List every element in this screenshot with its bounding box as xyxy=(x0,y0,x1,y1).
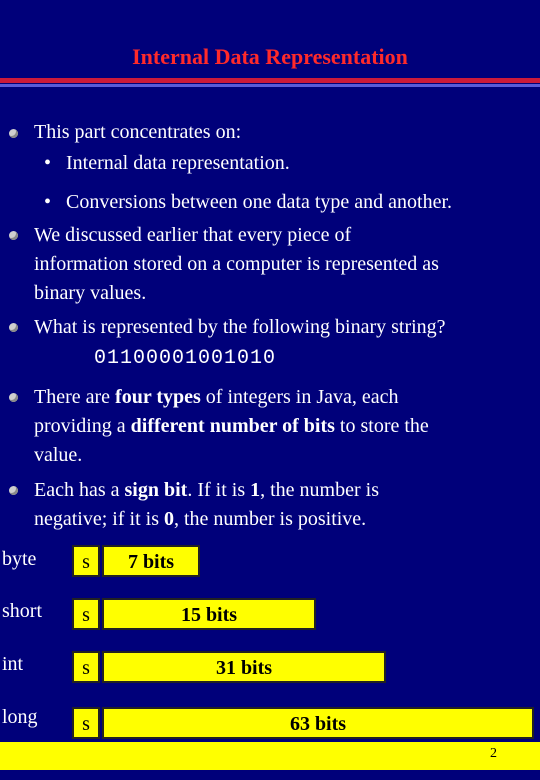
bullet-text-line xyxy=(34,476,379,505)
bullet-icon xyxy=(9,231,18,240)
sign-bit-box: s xyxy=(72,707,100,739)
emphasis-text: 0 xyxy=(163,508,174,530)
text-run: , the number is positive. xyxy=(173,508,367,530)
bullet-text-line: value. xyxy=(34,444,83,466)
sign-bit-box: s xyxy=(72,545,100,577)
bullet-icon xyxy=(9,393,18,402)
bullet-text-line: information stored on a computer is represented as xyxy=(34,253,439,275)
bullet-text-line: We discussed earlier that every piece of xyxy=(34,224,352,246)
emphasis-text: four types xyxy=(115,386,201,408)
type-label-short: short xyxy=(2,600,42,622)
value-bits-box: 31 bits xyxy=(102,651,386,683)
title-underline-red xyxy=(0,78,540,83)
bullet-text: What is represented by the following binary string? xyxy=(34,316,446,338)
page-number: 2 xyxy=(490,746,497,761)
sign-bit-box: s xyxy=(72,651,100,683)
bullet-icon xyxy=(9,486,18,495)
type-label-int: int xyxy=(2,653,24,675)
value-bits-box: 15 bits xyxy=(102,598,316,630)
sign-bit-box: s xyxy=(72,598,100,630)
bullet-text-line xyxy=(34,505,366,534)
bullet-text: This part concentrates on: xyxy=(34,121,242,143)
text-run: Each has a xyxy=(34,479,125,501)
emphasis-text: sign bit xyxy=(124,479,188,501)
type-label-long: long xyxy=(2,706,38,728)
title-underline-blue xyxy=(0,84,540,87)
emphasis-text: 1 xyxy=(250,479,261,501)
bullet-text-line xyxy=(34,383,399,412)
text-run: of integers in Java, each xyxy=(200,386,399,408)
bullet-text-line xyxy=(34,412,429,441)
sub-bullet-dot-icon: • xyxy=(44,152,52,174)
sub-bullet-text: Internal data representation. xyxy=(66,152,290,174)
text-run: negative; if it is xyxy=(34,508,164,530)
value-bits-box: 63 bits xyxy=(102,707,534,739)
text-run: , the number is xyxy=(260,479,379,501)
binary-string: 01100001001010 xyxy=(94,347,277,370)
bullet-text-line: binary values. xyxy=(34,282,147,304)
slide-title: Internal Data Representation xyxy=(132,44,408,69)
sub-bullet-text: Conversions between one data type and another. xyxy=(66,191,452,213)
value-bits-box: 7 bits xyxy=(102,545,200,577)
bullet-icon xyxy=(9,129,18,138)
text-run: . If it is xyxy=(187,479,251,501)
sub-bullet xyxy=(44,149,290,178)
text-run: There are xyxy=(34,386,116,408)
emphasis-text: different number of bits xyxy=(130,415,335,437)
footer-bar xyxy=(0,742,540,770)
sub-bullet xyxy=(44,188,452,217)
type-label-byte: byte xyxy=(2,548,37,570)
bullet-icon xyxy=(9,323,18,332)
text-run: providing a xyxy=(34,415,131,437)
text-run: to store the xyxy=(334,415,429,437)
sub-bullet-dot-icon: • xyxy=(44,191,52,213)
